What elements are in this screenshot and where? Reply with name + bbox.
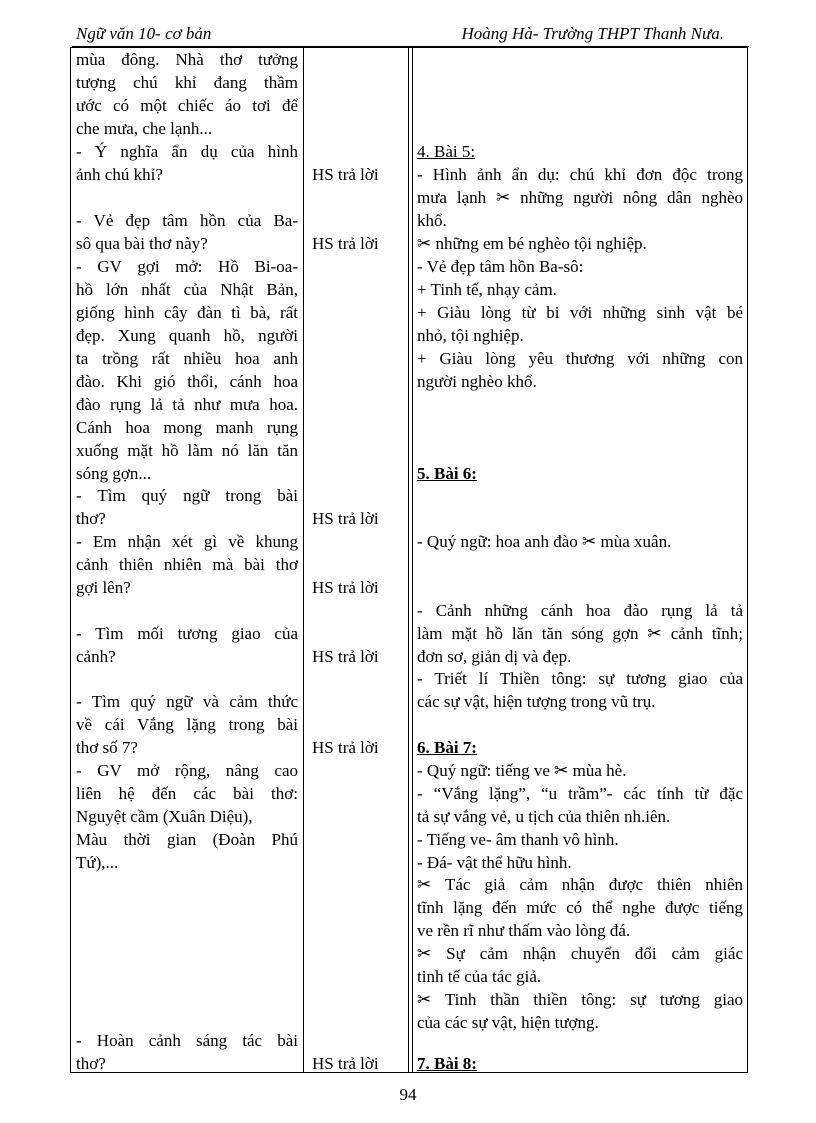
content-line: người nghèo khổ. xyxy=(417,372,537,391)
activity-line: ảnh chú khỉ? xyxy=(76,165,163,184)
content-line: + Tinh tế, nhạy cảm. xyxy=(417,280,557,299)
content-line: - Cảnh những cánh hoa đào rụng lả tả xyxy=(417,601,743,620)
section-heading-bai-5: 4. Bài 5: xyxy=(417,142,476,161)
content-line: nhỏ, tội nghiệp. xyxy=(417,326,524,345)
content-line: + Giàu lòng từ bi với những sinh vật bé xyxy=(417,303,743,322)
content-line: - Tiếng ve- âm thanh vô hình. xyxy=(417,830,619,849)
content-line: tả sự vắng vẻ, u tịch của thiên nh.iên. xyxy=(417,807,671,826)
activity-line: đào rụng lả tả như mưa hoa. xyxy=(76,395,298,414)
activity-line: sóng gợn... xyxy=(76,464,152,483)
section-heading-bai-7: 6. Bài 7: xyxy=(417,738,477,757)
content-line: làm mặt hồ lăn tăn sóng gợn ✂ cảnh tĩnh; xyxy=(417,624,743,643)
activity-line: thơ? xyxy=(76,1054,106,1073)
student-response: HS trả lời xyxy=(312,578,379,597)
content-line: - Triết lí Thiền tông: sự tương giao của xyxy=(417,669,743,688)
activity-line: - Vẻ đẹp tâm hồn của Ba- xyxy=(76,211,298,230)
student-response: HS trả lời xyxy=(312,647,379,666)
activity-line: - Hoàn cảnh sáng tác bài xyxy=(76,1031,298,1050)
activity-line: Màu thời gian (Đoàn Phú xyxy=(76,830,298,849)
activity-line: ta trồng rất nhiều hoa anh xyxy=(76,349,298,368)
content-line: + Giàu lòng yêu thương với những con xyxy=(417,349,743,368)
activity-line: đào. Khi gió thổi, cánh hoa xyxy=(76,372,298,391)
activity-line: Cánh hoa mong manh rụng xyxy=(76,418,298,437)
content-line: - Quý ngữ: tiếng ve ✂ mùa hè. xyxy=(417,761,627,780)
activity-line: - Tìm mối tương giao của xyxy=(76,624,298,643)
content-line: - Vẻ đẹp tâm hồn Ba-sô: xyxy=(417,257,584,276)
content-line: đơn sơ, giản dị và đẹp. xyxy=(417,647,572,666)
student-response: HS trả lời xyxy=(312,738,379,757)
activity-line: che mưa, che lạnh... xyxy=(76,119,213,138)
activity-line: - Em nhận xét gì về khung xyxy=(76,532,298,551)
activity-line: - GV mở rộng, nâng cao xyxy=(76,761,298,780)
section-heading-bai-6: 5. Bài 6: xyxy=(417,464,477,483)
activity-line: - Tìm quý ngữ và cảm thức xyxy=(76,692,298,711)
activity-line: hồ lớn nhất của Nhật Bản, xyxy=(76,280,298,299)
header-author: Hoàng Hà- Trường THPT Thanh Nưa. xyxy=(461,24,724,43)
content-line: - Hình ảnh ẩn dụ: chú khỉ đơn độc trong xyxy=(417,165,743,184)
activity-line: về cái Vắng lặng trong bài xyxy=(76,715,298,734)
activity-line: Nguyệt cầm (Xuân Diệu), xyxy=(76,807,253,826)
activity-line: ước có một chiếc áo tơi để xyxy=(76,96,298,115)
student-response: HS trả lời xyxy=(312,509,379,528)
content-line: ✂ Tác giả cảm nhận được thiên nhiên xyxy=(417,875,743,894)
activity-line: xuống mặt hồ làm nó lăn tăn xyxy=(76,441,298,460)
header-subject: Ngữ văn 10- cơ bản xyxy=(76,24,212,43)
section-heading-bai-8: 7. Bài 8: xyxy=(417,1054,477,1073)
student-response: HS trả lời xyxy=(312,234,379,253)
content-line: - “Vắng lặng”, “u trầm”- các tính từ đặc xyxy=(417,784,743,803)
content-line: các sự vật, hiện tượng trong vũ trụ. xyxy=(417,692,656,711)
activity-line: - GV gợi mở: Hồ Bi-oa- xyxy=(76,257,298,276)
activity-line: đẹp. Xung quanh hồ, người xyxy=(76,326,298,345)
activity-line: tượng chú khỉ đang thầm xyxy=(76,73,298,92)
student-response: HS trả lời xyxy=(312,1054,379,1073)
content-line: - Đá- vật thể hữu hình. xyxy=(417,853,572,872)
activity-line: thơ? xyxy=(76,509,106,528)
content-line: mưa lạnh ✂ những người nông dân nghèo xyxy=(417,188,743,207)
activity-line: Tứ),... xyxy=(76,853,119,872)
activity-line: sô qua bài thơ này? xyxy=(76,234,208,253)
content-line: tinh tế của tác giả. xyxy=(417,967,542,986)
activity-line: - Tìm quý ngữ trong bài xyxy=(76,486,298,505)
page-header xyxy=(76,22,724,46)
activity-line: giống hình cây đàn tì bà, rất xyxy=(76,303,298,322)
content-line: ✂ những em bé nghèo tội nghiệp. xyxy=(417,234,647,253)
activity-line: mùa đông. Nhà thơ tưởng xyxy=(76,50,298,69)
column-divider-double-left xyxy=(408,47,409,1073)
activity-line: liên hệ đến các bài thơ: xyxy=(76,784,298,803)
column-divider xyxy=(303,47,304,1073)
activity-line: thơ số 7? xyxy=(76,738,138,757)
content-line: ✂ Sự cảm nhận chuyển đổi cảm giác xyxy=(417,944,743,963)
content-line: khổ. xyxy=(417,211,447,230)
activity-line: cảnh? xyxy=(76,647,116,666)
content-line: ve rền rĩ như thấm vào lòng đá. xyxy=(417,921,631,940)
activity-line: gợi lên? xyxy=(76,578,131,597)
column-divider-double-right xyxy=(412,47,413,1073)
content-line: ✂ Tinh thần thiền tông: sự tương giao xyxy=(417,990,743,1009)
content-line: - Quý ngữ: hoa anh đào ✂ mùa xuân. xyxy=(417,532,672,551)
activity-line: - Ý nghĩa ẩn dụ của hình xyxy=(76,142,298,161)
page-number: 94 xyxy=(399,1085,417,1104)
content-line: tĩnh lặng đến mức có thể nghe được tiếng xyxy=(417,898,743,917)
activity-line: cảnh thiên nhiên mà bài thơ xyxy=(76,555,298,574)
student-response: HS trả lời xyxy=(312,165,379,184)
content-line: của các sự vật, hiện tượng. xyxy=(417,1013,599,1032)
